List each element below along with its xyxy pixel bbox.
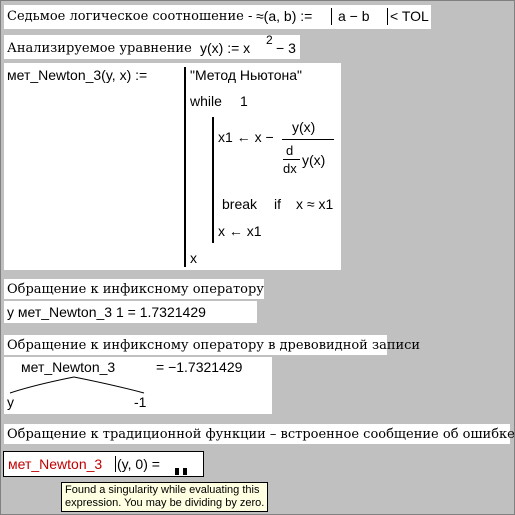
result-placeholder[interactable] — [171, 460, 187, 479]
approx-definition-body: a − b — [338, 8, 370, 24]
error-function-name: мет_Newton_3 — [8, 456, 103, 472]
derivative-d: d — [286, 143, 294, 158]
if-keyword: if — [274, 196, 281, 212]
newton-program-region[interactable] — [4, 63, 341, 270]
equation-region[interactable] — [4, 35, 300, 59]
tree-label-region[interactable] — [4, 335, 421, 355]
fraction-numerator: y(x) — [292, 119, 316, 135]
equation-label: Анализируемое уравнение — [7, 41, 192, 56]
tree-result: = −1.7321429 — [156, 359, 243, 375]
abs-bar-right — [387, 8, 388, 25]
traditional-label-region[interactable] — [4, 424, 515, 444]
derivative-dx: dx — [283, 161, 297, 176]
derivative-bar — [283, 159, 300, 160]
tree-label: Обращение к инфиксному оператору в древовидной записи — [7, 338, 421, 353]
function-arguments: (y, 0) = — [117, 456, 160, 472]
seventh-relation-region[interactable] — [4, 5, 431, 29]
fraction-bar — [282, 139, 334, 140]
program-bar-outer — [184, 67, 186, 267]
infix-expression-region[interactable] — [4, 301, 257, 323]
traditional-label: Обращение к традиционной функции – встроенное сообщение об ошибке — [7, 427, 515, 442]
edit-cursor — [115, 456, 116, 472]
tree-right-leaf: -1 — [134, 394, 147, 410]
equation-right: − 3 — [276, 40, 296, 56]
approx-definition-right: < TOL — [390, 8, 429, 24]
break-keyword: break — [222, 196, 258, 212]
break-condition: x ≈ x1 — [296, 196, 334, 212]
infix-expression: y мет_Newton_3 1 = 1.7321429 — [7, 304, 206, 320]
tree-right-branch — [74, 377, 144, 393]
tree-left-branch — [10, 377, 74, 393]
tree-root: мет_Newton_3 — [21, 359, 116, 375]
tree-expression-region[interactable] — [4, 357, 272, 414]
error-tooltip-line2: expression. You may be dividing by zero. — [65, 497, 265, 509]
assign-x1: x1 ← x − — [218, 129, 274, 145]
traditional-expression-region[interactable] — [3, 451, 204, 477]
derivative-yx: y(x) — [302, 152, 326, 168]
equation-exponent: 2 — [266, 33, 273, 47]
program-title-string: "Метод Ньютона" — [190, 67, 303, 83]
return-variable: x — [190, 250, 197, 266]
error-tooltip — [61, 482, 268, 512]
seventh-relation-label: Седьмое логическое соотношение - — [7, 9, 253, 24]
assign-x: x ← x1 — [218, 223, 262, 239]
program-definition: мет_Newton_3(y, x) := — [7, 67, 148, 83]
program-bar-inner — [212, 117, 214, 243]
abs-bar-left — [331, 8, 332, 25]
while-keyword: while — [190, 93, 222, 109]
equation-left: y(x) := x — [200, 40, 251, 56]
while-condition: 1 — [240, 93, 248, 109]
error-tooltip-line1: Found a singularity while evaluating this — [65, 484, 260, 496]
infix-label: Обращение к инфиксному оператору — [7, 282, 264, 297]
tree-left-leaf: y — [7, 394, 14, 410]
approx-definition-left: ≈(a, b) := — [256, 8, 313, 24]
infix-label-region[interactable] — [4, 279, 264, 299]
